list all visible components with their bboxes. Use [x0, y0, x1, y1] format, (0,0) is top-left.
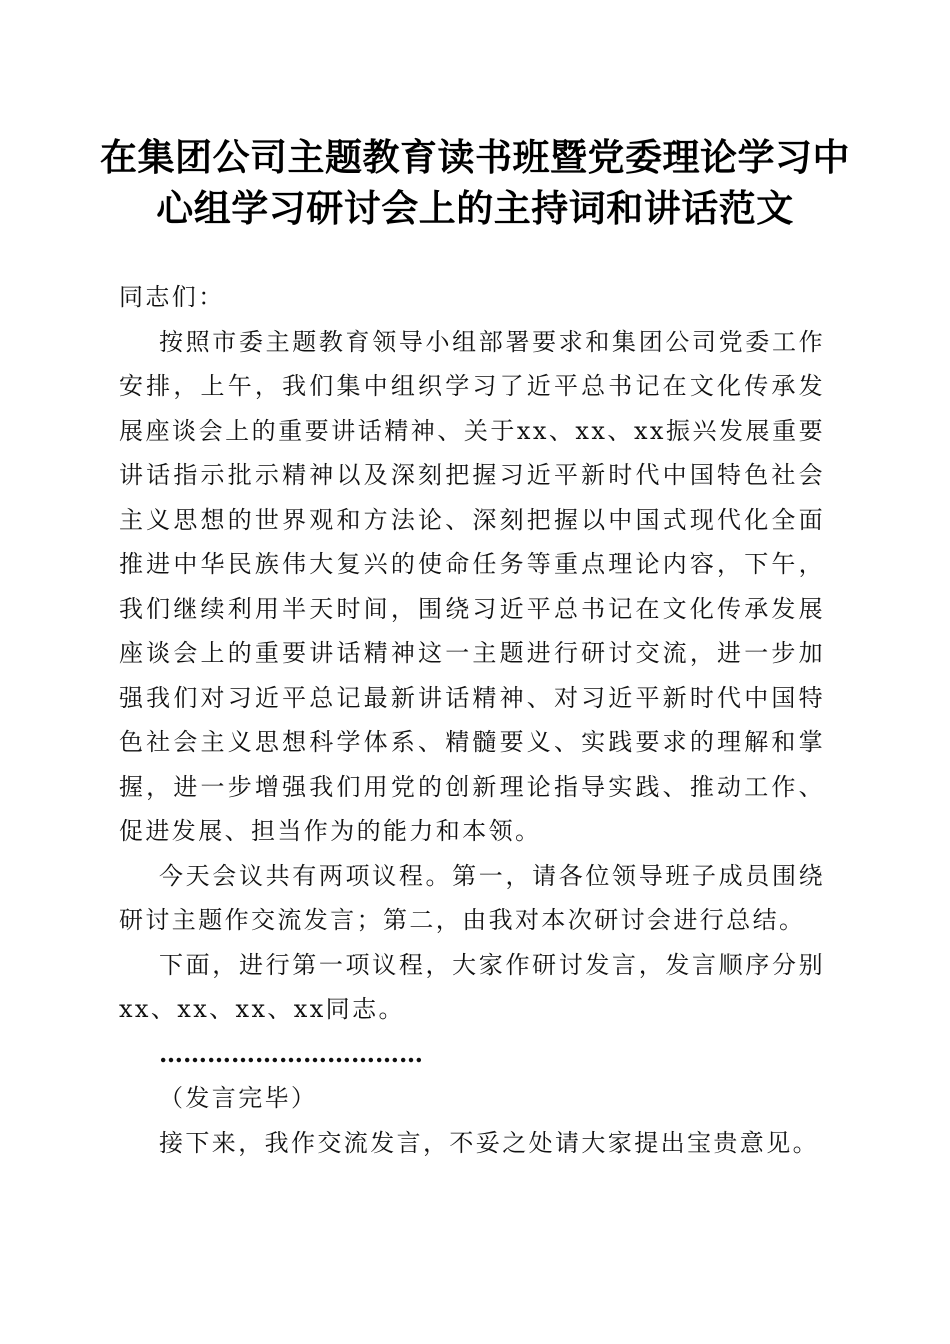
document-body — [119, 275, 825, 1165]
document-title: 在集团公司主题教育读书班暨党委理论学习中心组学习研讨会上的主持词和讲话范文 — [100, 135, 850, 230]
remark-line: （发言完毕） — [159, 1084, 318, 1112]
ellipsis-line — [119, 1032, 825, 1077]
salutation: 同志们： — [119, 283, 225, 311]
ellipsis-text: …………………………… — [159, 1038, 423, 1068]
paragraph-3: 下面，进行第一项议程，大家作研讨发言，发言顺序分别xx、xx、xx、xx同志。 — [119, 950, 825, 1023]
paragraph-1: 按照市委主题教育领导小组部署要求和集团公司党委工作安排，上午，我们集中组织学习了近平总书记在文化传承发展座谈会上的重要讲话精神、关于xx、xx、xx振兴发展重要讲话指示批示精神以及深刻把握习近平新时代中国特色社会主义思想的世界观和方法论、深刻把握以中国式现代化全面推进中华民族伟大复兴的使命任务等重点理论内容，下午，我们继续利用半天时间，围绕习近平总书记在文化传承发展座谈会上的重要讲话精神这一主题进行研讨交流，进一步加强我们对习近平总记最新讲话精神、对习近平新时代中国特色社会主义思想科学体系、精髓要义、实践要求的理解和掌握，进一步增强我们用党的创新理论指导实践、推动工作、促进发展、担当作为的能力和本领。 — [119, 327, 825, 845]
closing-paragraph: 接下来，我作交流发言，不妥之处请大家提出宝贵意见。 — [159, 1128, 819, 1157]
paragraph-2: 今天会议共有两项议程。第一，请各位领导班子成员围绕研讨主题作交流发言；第二，由我对本次研讨会进行总结。 — [119, 861, 825, 934]
